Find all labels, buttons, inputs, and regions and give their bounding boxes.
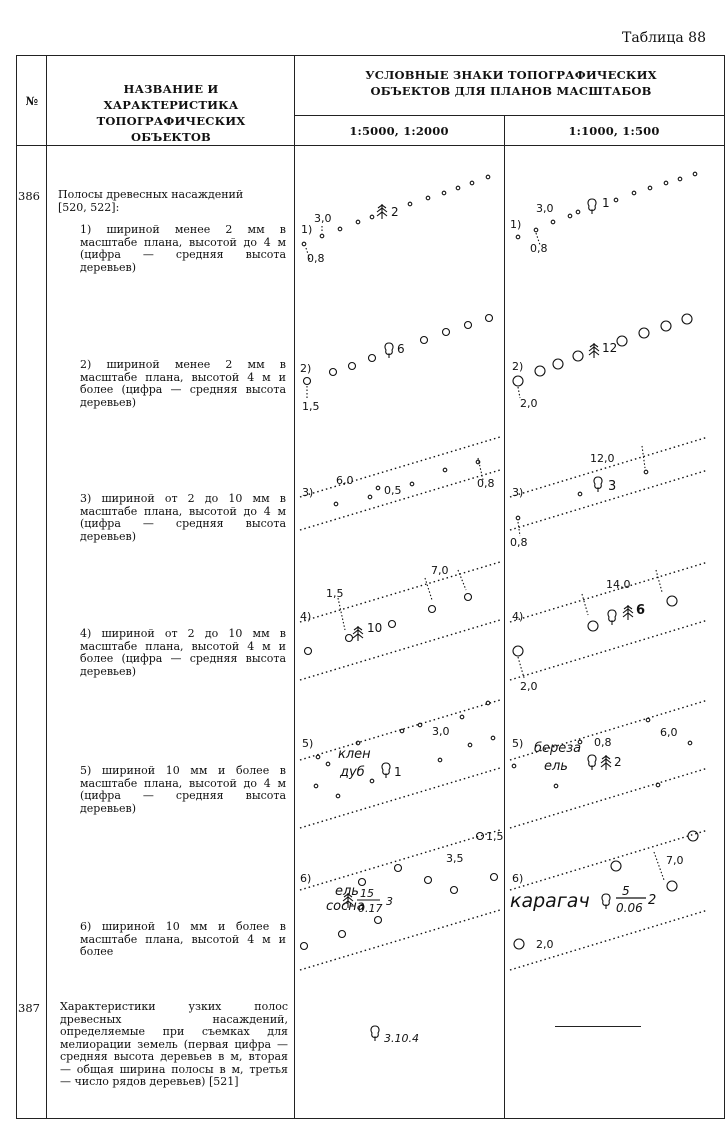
- symbol-word: ель: [544, 759, 568, 774]
- symbol-value: 2: [614, 755, 622, 769]
- symbol-word: карагач: [510, 890, 590, 912]
- symbol-value: 3: [608, 479, 617, 494]
- symbol-label: 1): [301, 223, 313, 236]
- symbol-value: 2,0: [536, 938, 554, 951]
- header-num: №: [25, 94, 39, 108]
- symbol-value: 6,0: [336, 474, 354, 487]
- symbol-value: 1,5: [326, 587, 344, 600]
- symbol-value: 0,8: [530, 242, 548, 255]
- entry-number: 387: [18, 1001, 40, 1015]
- symbol-label: 6): [512, 872, 524, 885]
- symbol-label: 5): [302, 737, 314, 750]
- symbol-characteristic: 3.10.4: [384, 1032, 419, 1045]
- entry-item: 4) шириной от 2 до 10 мм в масштабе плана, высотой 4 м и более (цифра — средняя высота деревьев): [80, 627, 286, 678]
- symbol-word: клен: [338, 747, 371, 762]
- symbol-word: береза: [534, 741, 582, 756]
- entry-title: Полосы древесных насаждений [520, 522]:: [58, 188, 244, 214]
- symbol-fraction-den: 0.17: [358, 902, 383, 915]
- entry-item: 5) шириной 10 мм и более в масштабе плана, высотой до 4 м (цифра — средняя высота деревьев): [80, 764, 286, 815]
- symbol-word: ель: [335, 884, 359, 899]
- symbol-word: дуб: [340, 765, 365, 780]
- symbol-value: 0,8: [510, 536, 528, 549]
- symbol-fraction-num: 5: [622, 884, 630, 898]
- symbol-label: 5): [512, 737, 524, 750]
- entry-number: 386: [18, 189, 40, 203]
- symbol-word: сосна: [326, 899, 365, 914]
- header-scale-a: 1:5000, 1:2000: [349, 124, 449, 138]
- symbol-value: 1,5: [486, 830, 504, 843]
- symbol-b5: [510, 700, 708, 828]
- entry-item: 1) шириной менее 2 мм в масштабе плана, высотой до 4 м (цифра — средняя высота деревьев): [80, 223, 286, 274]
- no-symbol-dash: [555, 1026, 641, 1027]
- symbol-value: 6: [636, 603, 646, 618]
- symbol-value: 2,0: [520, 680, 538, 693]
- symbol-label: 6): [300, 872, 312, 885]
- symbol-value: 12: [602, 341, 618, 355]
- symbol-value: 1: [602, 196, 610, 210]
- symbol-value: 1: [394, 765, 402, 779]
- header-scale-b: 1:1000, 1:500: [568, 124, 660, 138]
- symbol-value: 3,0: [314, 212, 332, 225]
- symbol-value: 10: [367, 621, 383, 635]
- symbol-label: 4): [512, 610, 524, 623]
- symbol-a7: [371, 1026, 379, 1041]
- symbol-value: 3: [386, 895, 393, 908]
- symbol-a2: [304, 315, 493, 399]
- entry-item: Характеристики узких полос древесных насаждений, определяемые при съемках для мелиорации земель (первая цифра — средняя высота деревьев в м, вторая — общая ширина полосы в м, третья — число рядов деревьев) [521]: [60, 1000, 288, 1088]
- symbol-value: 0,8: [307, 252, 325, 265]
- symbol-value: 0,8: [477, 477, 495, 490]
- header-symbols: УСЛОВНЫЕ ЗНАКИ ТОПОГРАФИЧЕСКИХ ОБЪЕКТОВ ДЛЯ ПЛАНОВ МАСШТАБОВ: [365, 68, 657, 98]
- symbol-b2: [513, 314, 692, 398]
- symbol-value: 3,0: [432, 725, 450, 738]
- symbol-value: 1,5: [302, 400, 320, 413]
- symbol-value: 0,8: [594, 736, 612, 749]
- symbol-value: 6,0: [660, 726, 678, 739]
- symbol-value: 7,0: [666, 854, 684, 867]
- symbol-value: 7,0: [431, 564, 449, 577]
- symbol-value: 14,0: [606, 578, 631, 591]
- symbol-value: 0,5: [384, 484, 402, 497]
- symbol-label: 3): [302, 486, 314, 499]
- symbol-fraction-num: 15: [360, 887, 374, 900]
- symbol-value: 6: [397, 342, 405, 356]
- symbol-label: 1): [510, 218, 522, 231]
- symbol-a4: [300, 562, 500, 680]
- symbol-fraction-den: 0.06: [616, 901, 643, 915]
- symbol-a5: [300, 700, 500, 828]
- symbol-value: 3,5: [446, 852, 464, 865]
- entry-item: 3) шириной от 2 до 10 мм в масштабе плана, высотой до 4 м (цифра — средняя высота деревьев): [80, 492, 286, 543]
- symbol-value: 12,0: [590, 452, 615, 465]
- symbol-label: 4): [300, 610, 312, 623]
- symbol-value: 3,0: [536, 202, 554, 215]
- symbol-value: 2: [648, 893, 657, 908]
- entry-item: 2) шириной менее 2 мм в масштабе плана, высотой 4 м и более (цифра — средняя высота деревьев): [80, 358, 286, 409]
- symbol-value: 2,0: [520, 397, 538, 410]
- table-caption: Таблица 88: [622, 30, 706, 46]
- symbol-label: 2): [300, 362, 312, 375]
- symbol-label: 2): [512, 360, 524, 373]
- symbol-label: 3): [512, 486, 524, 499]
- entry-item: 6) шириной 10 мм и более в масштабе плана, высотой 4 м и более: [80, 920, 286, 958]
- symbol-value: 2: [391, 205, 399, 219]
- header-name: НАЗВАНИЕ И ХАРАКТЕРИСТИКА ТОПОГРАФИЧЕСКИХ ОБЪЕКТОВ: [96, 82, 246, 144]
